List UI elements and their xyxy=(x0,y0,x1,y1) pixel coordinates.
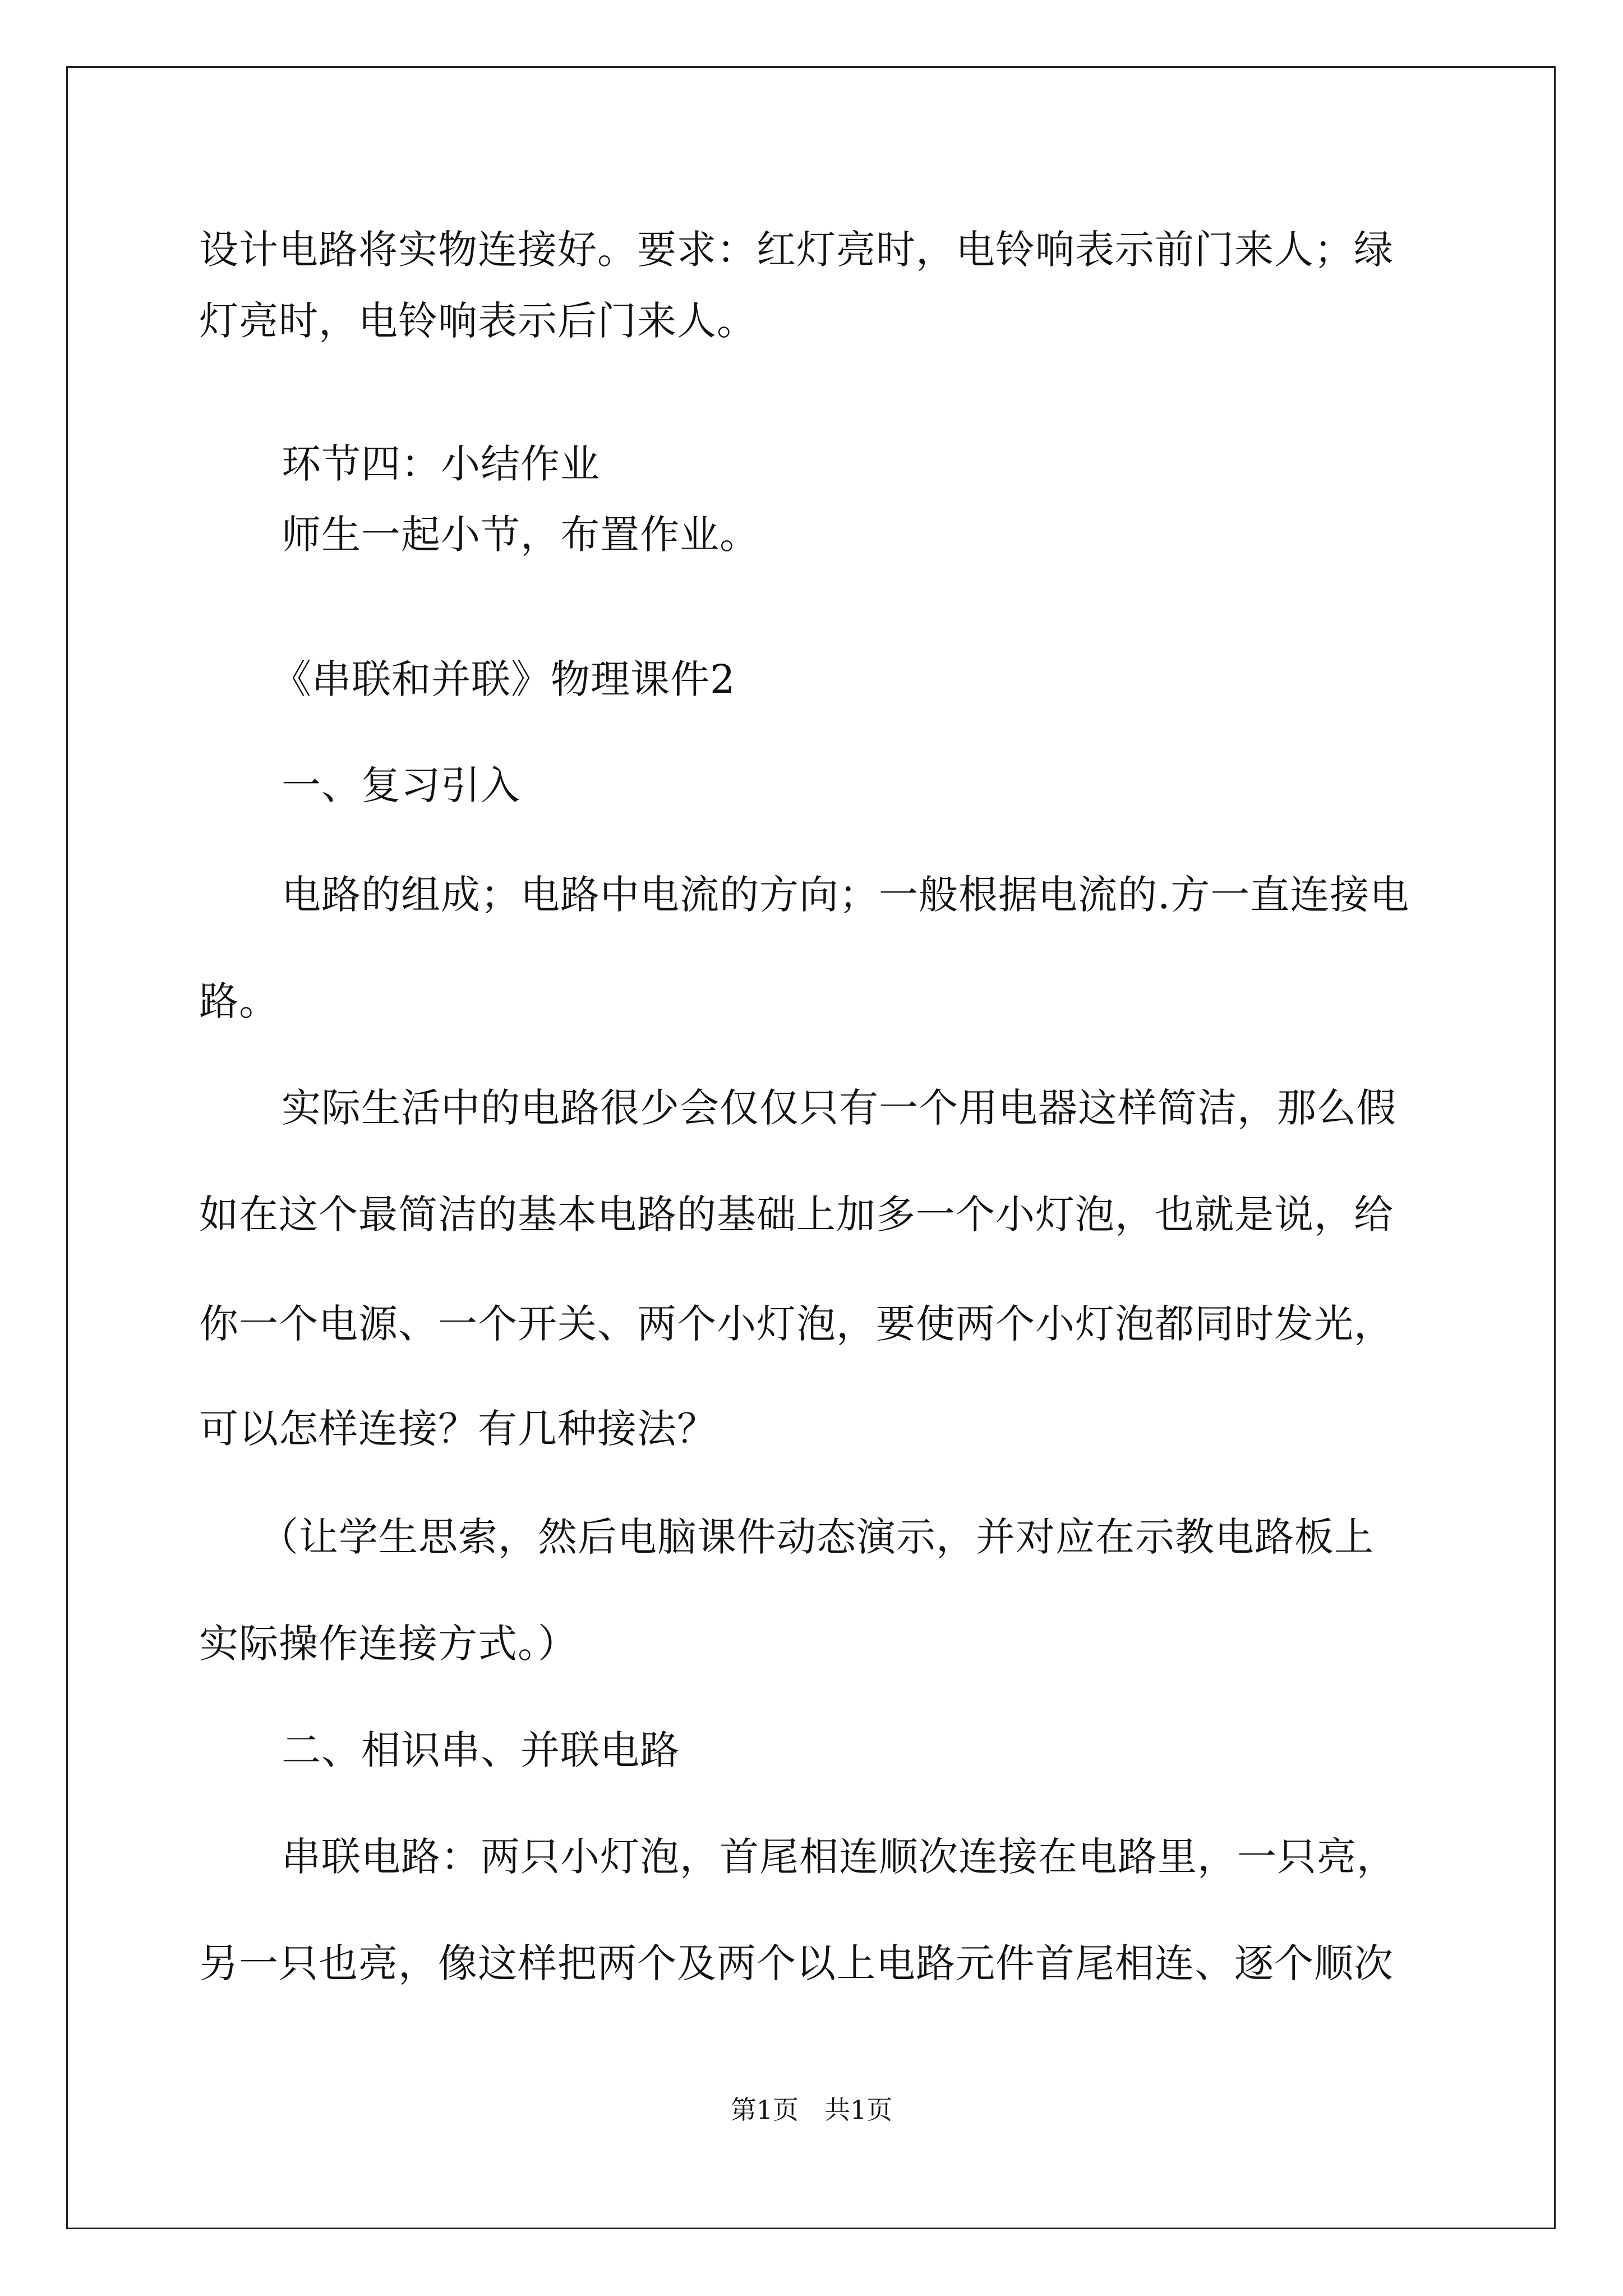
body-line-11: 实际操作连接方式。） xyxy=(199,1621,578,1667)
body-line-7: 如在这个最简洁的基本电路的基础上加多一个小灯泡，也就是说，给 xyxy=(199,1191,1394,1237)
body-line-9: 可以怎样连接？有几种接法？ xyxy=(199,1406,717,1452)
body-line-6: 实际生活中的电路很少会仅仅只有一个用电器这样简洁，那么假 xyxy=(282,1085,1396,1131)
page-footer: 第1页 共1页 xyxy=(730,2095,893,2125)
section-heading-circuits: 二、相识串、并联电路 xyxy=(282,1727,680,1773)
body-line-3: 师生一起小节，布置作业。 xyxy=(282,512,759,558)
document-title: 《串联和并联》物理课件2 xyxy=(272,656,736,702)
section-heading-review: 一、复习引入 xyxy=(282,762,520,808)
section-heading-summary: 环节四：小结作业 xyxy=(282,441,600,487)
body-line-5: 路。 xyxy=(199,978,279,1024)
page-frame xyxy=(66,66,1556,2229)
body-line-13: 另一只也亮，像这样把两个及两个以上电路元件首尾相连、逐个顺次 xyxy=(199,1940,1394,1986)
body-line-12: 串联电路：两只小灯泡，首尾相连顺次连接在电路里，一只亮， xyxy=(282,1834,1396,1880)
body-line-10: （让学生思索，然后电脑课件动态演示，并对应在示教电路板上 xyxy=(259,1514,1374,1560)
body-line-1: 设计电路将实物连接好。要求：红灯亮时，电铃响表示前门来人；绿 xyxy=(199,227,1394,273)
body-line-2: 灯亮时，电铃响表示后门来人。 xyxy=(199,298,757,344)
body-line-4: 电路的组成；电路中电流的方向；一般根据电流的.方一直连接电 xyxy=(282,872,1410,918)
body-line-8: 你一个电源、一个开关、两个小灯泡，要使两个小灯泡都同时发光， xyxy=(199,1301,1394,1347)
